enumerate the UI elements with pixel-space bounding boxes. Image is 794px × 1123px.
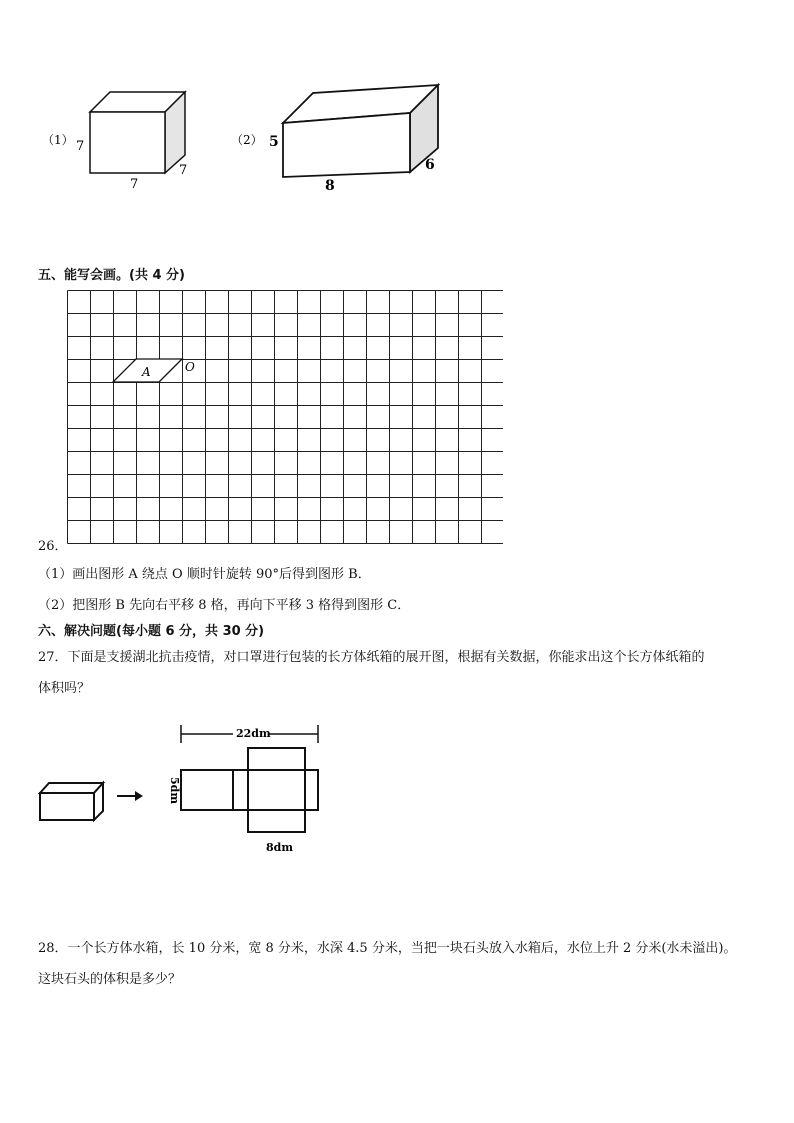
question-26-sub1: （1）画出图形 A 绕点 O 顺时针旋转 90°后得到图形 B． xyxy=(38,567,371,582)
shape-a-label: A xyxy=(142,365,151,379)
box-1-drawing xyxy=(30,80,210,200)
figure-box-1 xyxy=(30,80,210,200)
box-1-width: 7 xyxy=(179,163,188,178)
box-1-height: 7 xyxy=(76,139,85,154)
net-top-dimension: 22dm xyxy=(236,727,271,740)
question-27-line2: 体积吗？ xyxy=(38,681,91,696)
box-1-label: （1） xyxy=(42,133,74,147)
box-2-label: （2） xyxy=(231,133,263,147)
section-6-heading: 六、解决问题(每小题 6 分，共 30 分) xyxy=(38,624,265,639)
section-5-heading: 五、能写会画。(共 4 分) xyxy=(38,268,185,283)
drawing-grid xyxy=(67,290,503,548)
box-2-length: 8 xyxy=(325,178,335,194)
box-1-length: 7 xyxy=(130,177,139,192)
figure-box-2 xyxy=(225,80,455,195)
box-2-height: 5 xyxy=(269,134,279,150)
box-net-figure xyxy=(35,715,335,860)
point-o-label: O xyxy=(185,360,195,374)
box-2-width: 6 xyxy=(425,157,435,173)
arrow-head-icon xyxy=(135,791,143,801)
box-2-drawing xyxy=(225,80,455,195)
grid-lines xyxy=(68,291,504,544)
box-net-drawing xyxy=(35,715,335,860)
net-bottom-dimension: 8dm xyxy=(266,841,293,854)
question-28-line2: 这块石头的体积是多少？ xyxy=(38,972,182,987)
question-27-line1: 27．下面是支援湖北抗击疫情，对口罩进行包装的长方体纸箱的展开图，根据有关数据，你能求出这个长方体纸箱的 xyxy=(38,650,705,665)
grid-svg xyxy=(67,290,503,548)
question-26-number: 26． xyxy=(38,539,68,554)
question-26-sub2: （2）把图形 B 先向右平移 8 格，再向下平移 3 格得到图形 C． xyxy=(38,598,411,613)
net-side-dimension: 5dm xyxy=(168,777,181,804)
question-28-line1: 28．一个长方体水箱，长 10 分米，宽 8 分米，水深 4.5 分米，当把一块石头放入水箱后，水位上升 2 分米(水未溢出)。 xyxy=(38,941,737,956)
